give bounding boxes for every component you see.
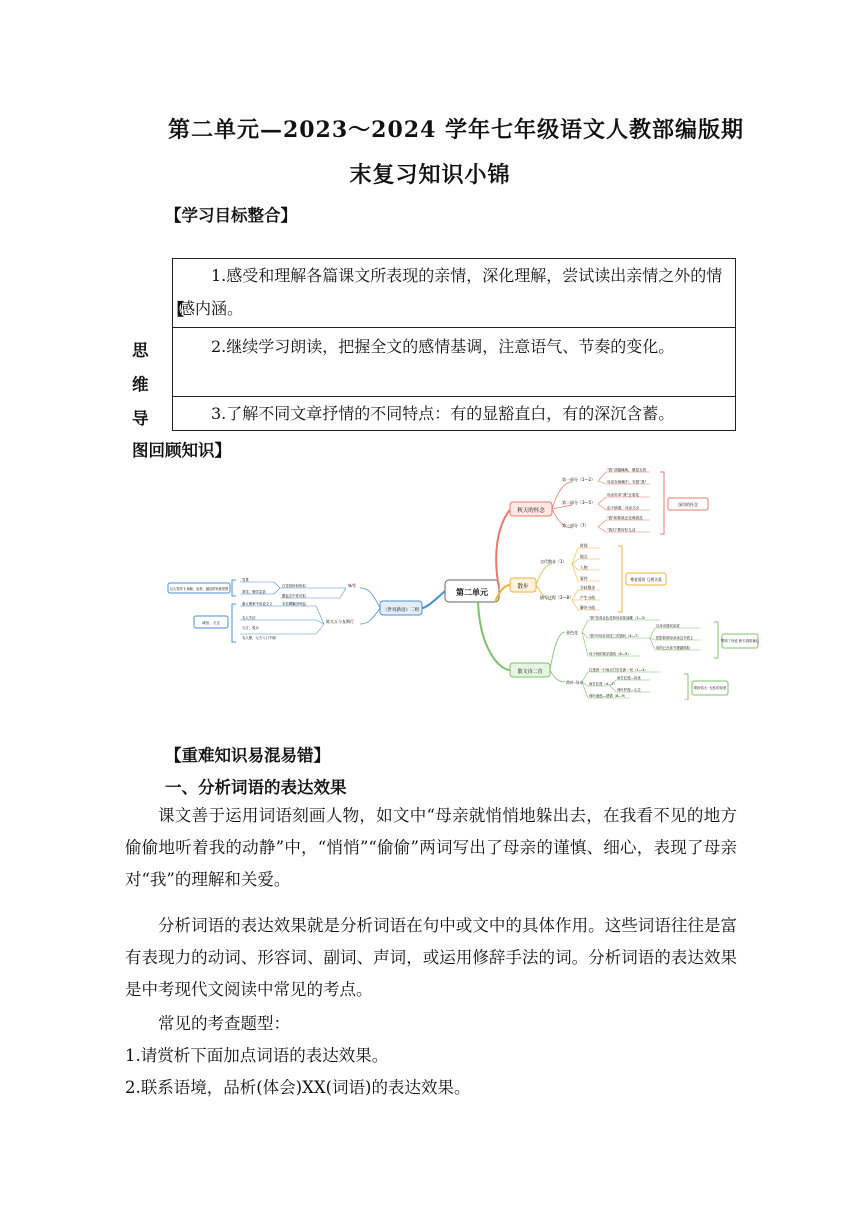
mindmap-sanbu-detail-2: 产生分歧 [580, 595, 596, 600]
document-title-line2: 末复习知识小锦 [349, 162, 511, 188]
mindmap-sanbu-person-2: 地点 [580, 554, 588, 559]
mindmap-shishuo-detail-2: 寒雪，骤雪急甚 [242, 590, 266, 594]
mindmap-sanbu-part-2: 描写过程（2—8） [540, 595, 574, 600]
mindmap-qiutian-part-3: 第三部分（7） [562, 523, 589, 528]
paragraph-1: 课文善于运用词语刻画人物，如文中“母亲就悄悄地躲出去，在我看不见的地方偷偷地听着我的动静”中，“悄悄”“偷偷”两词写出了母亲的谨慎、细心，表现了母亲对“我”的理解和关爱。 [125, 806, 737, 889]
goal-cell-1: 1.感受和理解各篇课文所表现的亲情，深化理解，尝试读出亲情之外的情感内涵。 [173, 259, 736, 328]
mindmap-sanwen-sub-5: 荷叶护莲—心生 [617, 688, 641, 692]
question-type-1: 1.请赏析下面加点词语的表达效果。 [125, 1046, 389, 1065]
mindmap-qiutian-detail-1: "我"双腿瘫痪，暴怒无常 [607, 468, 647, 472]
mindmap-sanbu-detail-1: 分歧散步 [580, 585, 596, 590]
mindmap-sanwen-detail-1: "我"变成金色花和母亲捉迷藏（1—3） [589, 616, 648, 620]
mindmap-qiutian-detail-5: "我"和妹妹去北海看花 [607, 516, 643, 520]
mindmap-center-label: 第二单元 [456, 588, 488, 597]
section-heading-goals: 【学习目标整合】 [165, 206, 297, 225]
mindmap-shishuo-story-1: 咏雪 [348, 583, 356, 588]
mindmap-shishuo-summary-1: 以大雪纷飞 和睦、轻松、融洽的家庭氛围 [169, 587, 229, 591]
subheading-word-effect: 一、分析词语的表达效果 [165, 778, 347, 797]
mindmap-qiutian-detail-4: 由于病重，母亲儿女 [607, 506, 640, 510]
mindmap-sanbu-detail-3: 解决分歧 [580, 605, 596, 610]
mindmap-qiutian-summary: 深切的怀念 [678, 502, 698, 507]
mindmap-label-qiutian: 秋天的怀念 [517, 508, 545, 514]
mindmap-shishuo-detail-1: 雪景 [242, 578, 249, 582]
mindmap-shishuo-mid-1: 白雪纷纷何所似 [282, 584, 306, 588]
mindmap-qiutian-detail-6: "我们"要好好儿活 [607, 528, 636, 532]
goal-cell-3: 3.了解不同文章抒情的不同特点：有的显豁直白，有的深沉含蓄。 [173, 397, 736, 431]
mindmap-sanwen-detail-5: 雨打红莲（4—7） [589, 682, 618, 686]
mindmap-sanwen-sub-2: 把影影照母亲读过书看上 [656, 636, 694, 640]
goals-table [172, 258, 736, 431]
mindmap-heading-bracket: 【 [168, 300, 185, 319]
mindmap-sanwen-group-1: 金色花 [566, 630, 578, 635]
document-title-line1: 第二单元—2023～2024 学年七年级语文人教部编版期 [167, 117, 745, 143]
mindmap-heading-char-1: 思 [132, 341, 149, 360]
mindmap-sanwen-sub-4: 雨打红莲—担忧 [617, 676, 641, 680]
mindmap-qiutian-part-1: 第一部分（1—2） [562, 477, 596, 482]
mindmap-shishuo-detail-3: 谢太傅家中讲论文义 [242, 602, 273, 606]
mindmap-sanwen-detail-3: 母子间的欢乐嬉戏（8—9） [589, 652, 631, 656]
paragraph-3: 常见的考查题型： [158, 1014, 290, 1033]
mindmap-sanwen-summary-2: 颂扬伟大 ·无私的母爱 [693, 686, 727, 690]
mind-map [160, 460, 760, 700]
mindmap-sanwen-detail-4: 红莲被一只雨点打后在新一切（1—3） [589, 668, 648, 672]
question-type-2: 2.联系语境，品析(体会)XX(词语)的表达效果。 [125, 1078, 471, 1097]
mindmap-sanwen-detail-6: 荷叶遮莲—感情（8—9） [589, 694, 628, 698]
mindmap-sanbu-person-1: 时间 [580, 543, 588, 548]
mindmap-sanbu-person-4: 事件 [580, 576, 588, 581]
mindmap-shishuo-detail-5: 元方，驳斥 [242, 626, 259, 630]
mindmap-shishuo-mid-3: 未若柳絮因风起 [282, 602, 306, 606]
paragraph-2: 分析词语的表达效果就是分析词语在句中或文中的具体作用。这些词语往往是富有表现力的动词、形容词、副词、声词，或运用修辞手法的词。分析词语的表达效果是中考现代文阅读中常见的考点。 [125, 916, 737, 999]
mindmap-sanwen-sub-1: 以母亲嬉戏欣赏 [656, 624, 680, 628]
mindmap-shishuo-summary-2: 诚信、方正 [202, 621, 220, 625]
mindmap-shishuo-story-2: 陈太丘与友期行 [326, 619, 354, 624]
mindmap-shishuo-detail-6: 友人惭，元方入门不顾 [242, 636, 276, 640]
mindmap-shishuo-detail-4: 友人失信 [242, 616, 256, 620]
mindmap-label-shishuo: 《世说新语》二则 [383, 608, 419, 613]
mindmap-sanwen-group-2: 荷叶·母亲 [566, 680, 584, 685]
goal-cell-2: 2.继续学习朗读，把握全文的感情基调，注意语气、节奏的变化。 [173, 328, 736, 397]
mindmap-qiutian-detail-3: 母亲央求"我"去看花 [607, 493, 640, 497]
mindmap-label-sanwen: 散文诗二首 [517, 669, 543, 675]
mindmap-label-sanbu: 散步 [517, 584, 529, 590]
section-heading-errors: 【重难知识易混易错】 [165, 746, 330, 765]
mindmap-qiutian-detail-2: 母亲在病痛中，安慰"我" [607, 480, 647, 484]
mindmap-sanwen-detail-2: "我"向母亲讲述三次嬉戏（4—7） [589, 634, 641, 638]
mindmap-sanbu-summary: 尊老爱幼 互相关爱 [630, 577, 662, 582]
mindmap-sanbu-person-3: 人物 [580, 565, 588, 570]
mindmap-sanwen-summary-1: 赞颂了母爱 和天真的童心 [720, 639, 760, 643]
mindmap-sanbu-part-1: 交代散步（1） [540, 559, 567, 564]
mindmap-heading-char-3: 导 [132, 409, 149, 428]
mindmap-heading-char-2: 维 [132, 375, 149, 394]
mindmap-qiutian-part-2: 第二部分（3—5） [562, 500, 596, 505]
mindmap-heading-rest: 图回顾知识】 [132, 441, 231, 460]
mindmap-sanwen-sub-3: 用的已在读书捷越领取 [656, 646, 690, 650]
mindmap-shishuo-mid-2: 撒盐空中差可拟 [282, 594, 306, 598]
